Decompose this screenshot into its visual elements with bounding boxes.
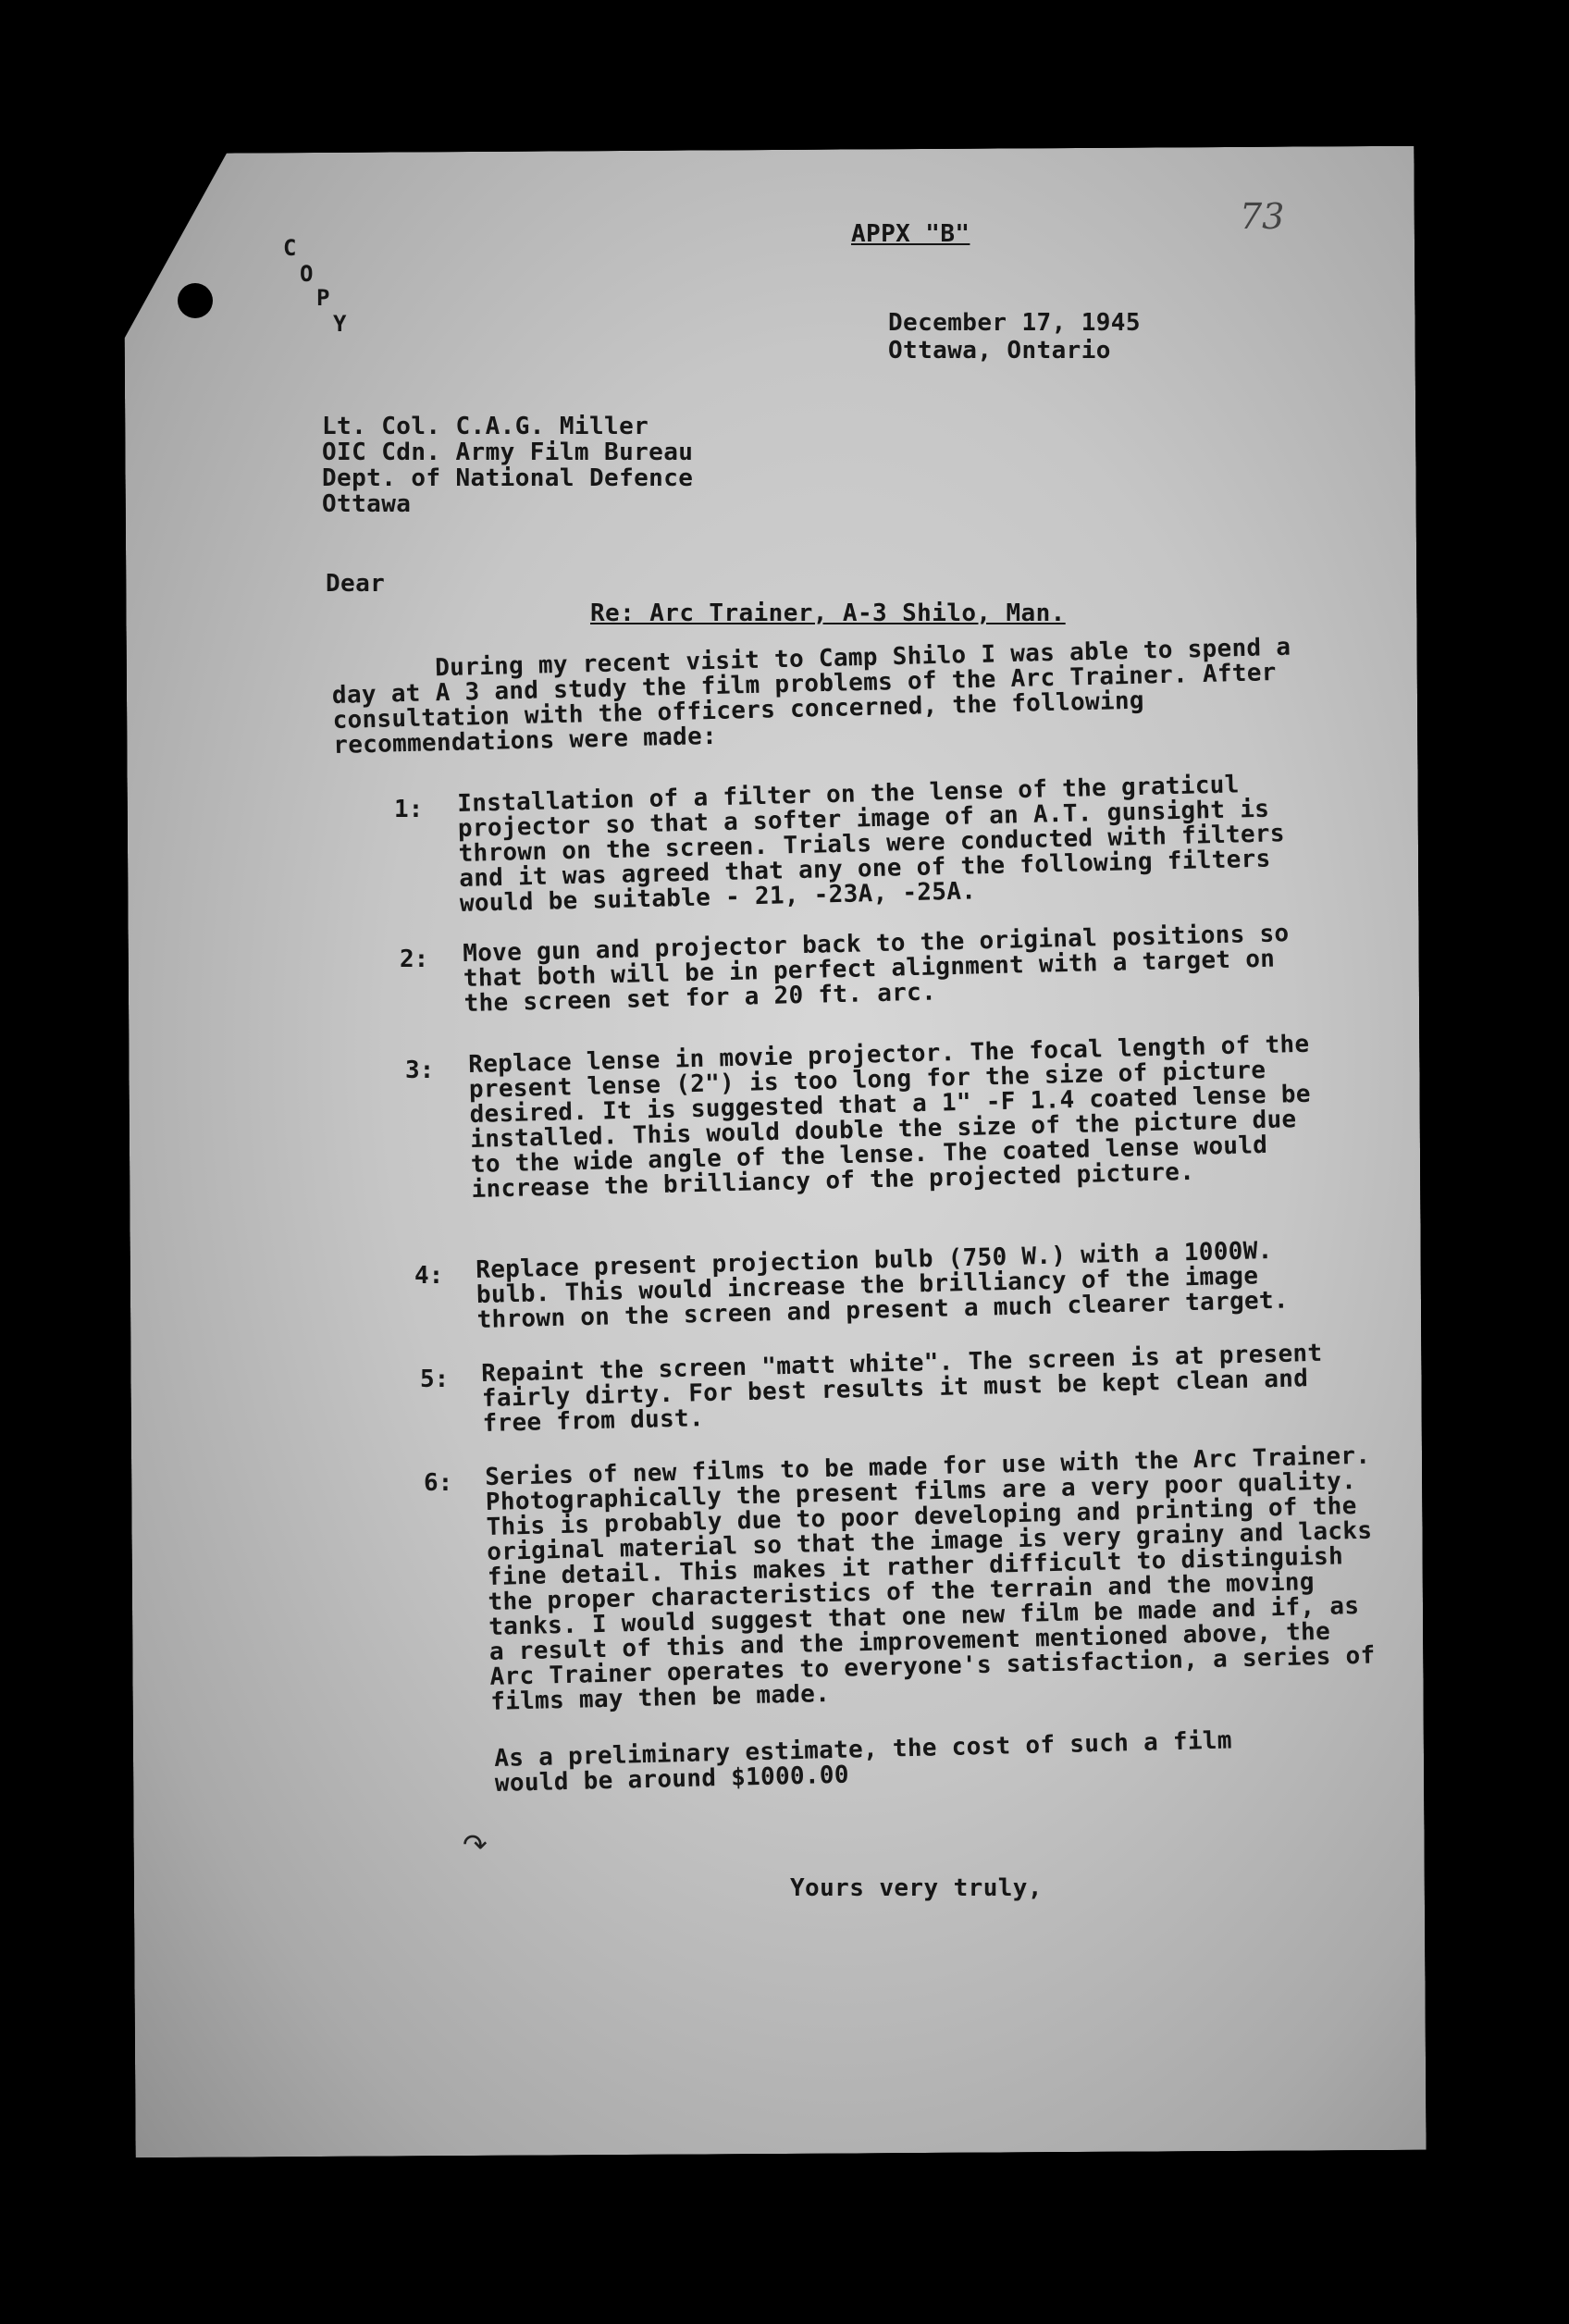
recipient-line: OIC Cdn. Army Film Bureau	[322, 439, 694, 466]
copy-letter: C	[283, 235, 297, 261]
salutation: Dear	[326, 570, 386, 598]
item-text: Replace present projection bulb (750 W.) with a 1000W. bulb. This would increase the brilliancy of the image thrown on the screen and present a much clearer target.	[475, 1236, 1290, 1334]
item-number: 3:	[405, 1057, 435, 1084]
item-text: Replace lense in movie projector. The focal length of the present lense (2") is too long for the size of picture desired. It is suggested that a 1" -F 1.4 coated lense be installed. This would double the size of the picture due to the wide angle of the lense. The coated lense would increase the brilliancy of the projected picture.	[467, 1030, 1312, 1204]
item-number: 6:	[424, 1469, 453, 1497]
appendix-heading: APPX "B"	[851, 220, 970, 248]
item-number: 4:	[414, 1262, 444, 1290]
copy-letter: Y	[333, 311, 347, 337]
closing-line: Yours very truly,	[790, 1874, 1043, 1902]
subject-line: Re: Arc Trainer, A-3 Shilo, Man.	[590, 600, 1066, 627]
item-text: Move gun and projector back to the original positions so that both will be in perfect alignment with a target on the screen set for a 20 ft. arc.	[462, 920, 1290, 1018]
intro-paragraph: During my recent visit to Camp Shilo I was able to spend a day at A 3 and study the film problems of the Arc Trainer. After consultation with the officers concerned, the following recommendations were made:	[331, 633, 1291, 760]
item-text: Installation of a filter on the lense of the graticul projector so that a softer image of an A.T. gunsight is thrown on the screen. Trials were conducted with filters and it was agreed that any one of the following filters would be suitable - 21, -23A, -25A.	[456, 771, 1286, 918]
item-number: 1:	[394, 796, 424, 823]
estimate-paragraph: As a preliminary estimate, the cost of such a film would be around $1000.00	[493, 1726, 1233, 1798]
handwritten-mark: ↷	[463, 1827, 488, 1862]
item-text: Repaint the screen "matt white". The screen is at present fairly dirty. For best results it must be kept clean and free from dust.	[480, 1339, 1323, 1438]
punch-hole	[178, 283, 213, 318]
letter-place: Ottawa, Ontario	[888, 337, 1111, 365]
item-number: 5:	[420, 1366, 450, 1393]
copy-letter: O	[300, 261, 314, 287]
letter-date: December 17, 1945	[888, 309, 1141, 337]
recipient-line: Lt. Col. C.A.G. Miller	[322, 413, 649, 440]
copy-letter: P	[316, 285, 330, 311]
page-number: 73	[1240, 196, 1285, 237]
item-number: 2:	[400, 946, 429, 973]
item-text: Series of new films to be made for use with the Arc Trainer. Photographically the present films are a very poor quality. This is probably due to poor developing and printing of the original material so that the image is very grainy and lacks fine detail. This makes it rather difficult to distinguish the proper characteristics of the terrain and the moving tanks. I would suggest that one new film be made and if, as a result of this and the improvement mentioned above, the Arc Trainer operates to everyone's satisfaction, a series of films may then be made.	[484, 1441, 1376, 1716]
recipient-line: Dept. of National Defence	[322, 464, 694, 492]
recipient-line: Ottawa	[322, 490, 412, 518]
